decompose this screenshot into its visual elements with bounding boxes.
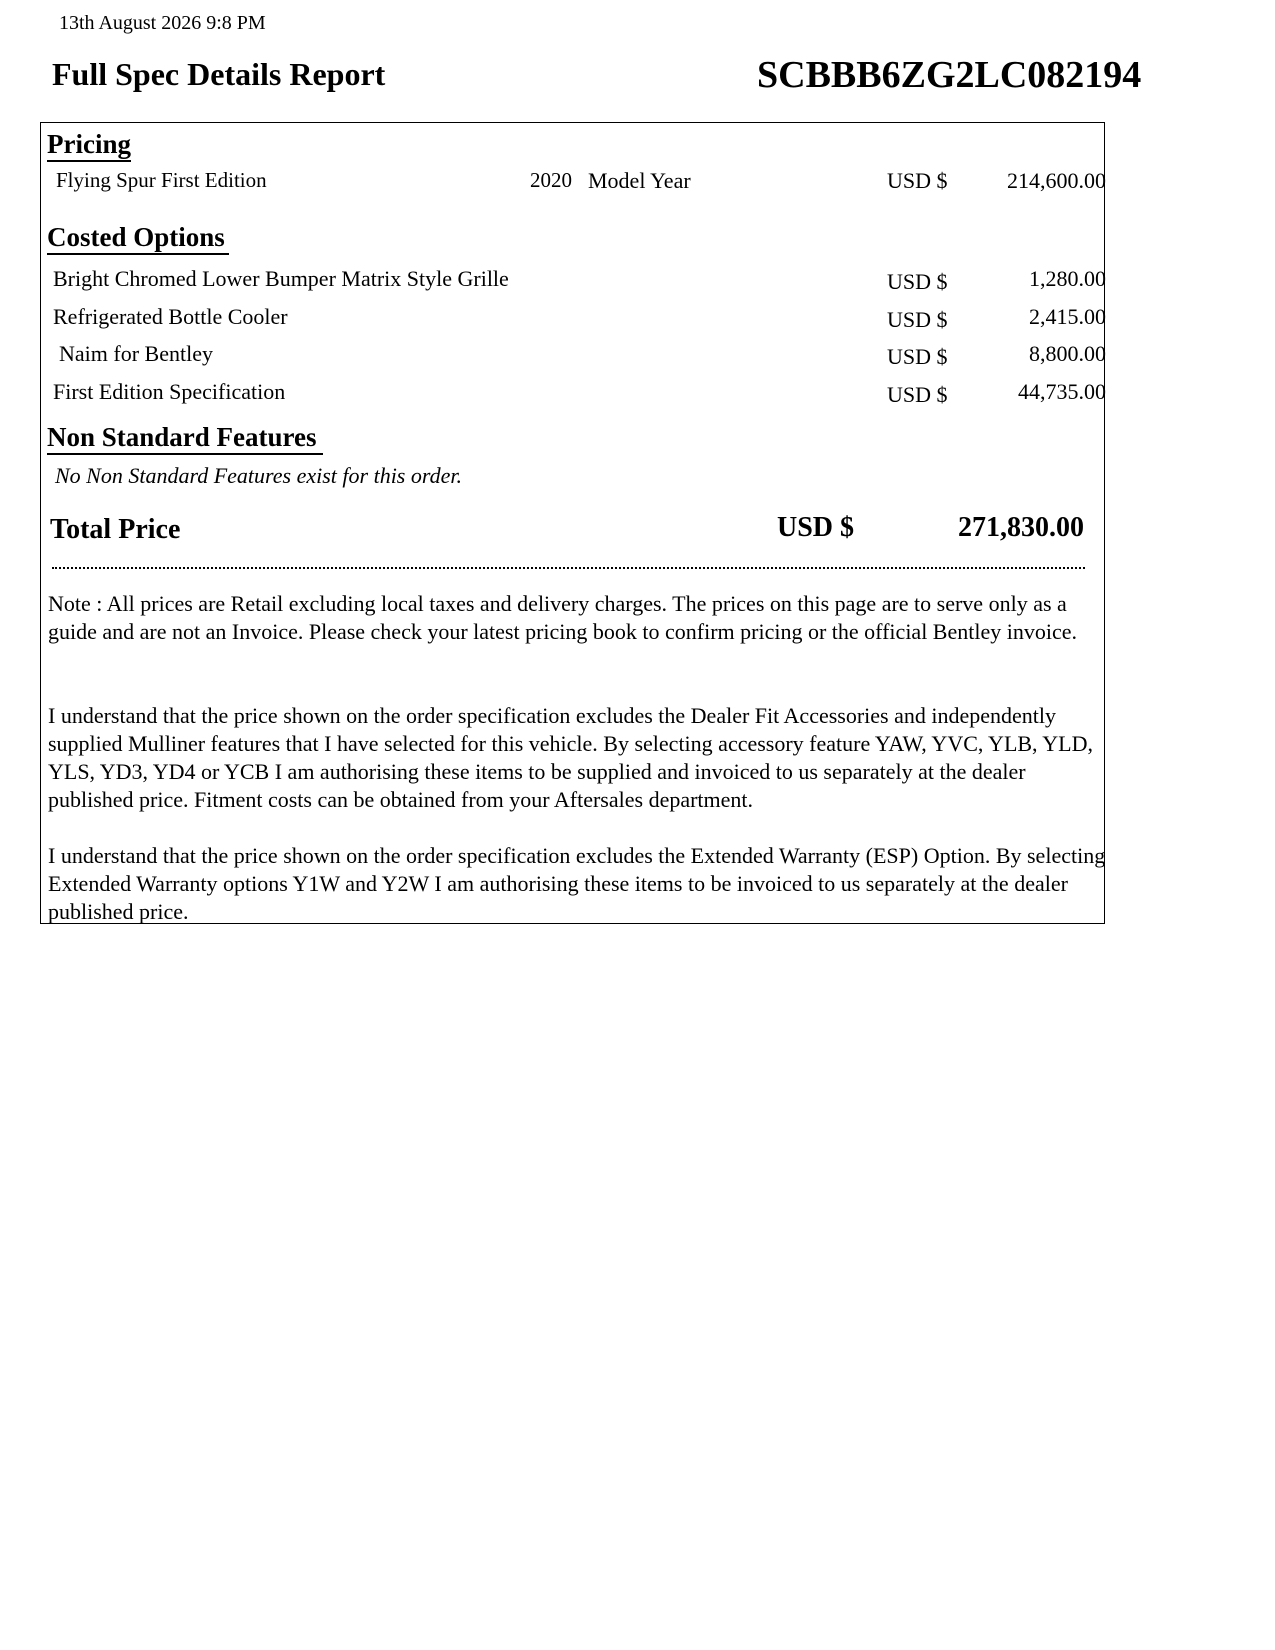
non-standard-heading: Non Standard Features	[47, 424, 323, 455]
option-price: 1,280.00	[1029, 266, 1106, 291]
vin-number: SCBBB6ZG2LC082194	[757, 54, 1142, 96]
report-datetime: 13th August 2026 9:8 PM	[59, 12, 266, 34]
model-year-label: Model Year	[588, 168, 691, 193]
total-value: 271,830.00	[958, 512, 1084, 543]
option-name: First Edition Specification	[53, 379, 286, 404]
model-year: 2020	[530, 168, 572, 192]
pricing-currency: USD $	[887, 168, 948, 193]
option-name: Refrigerated Bottle Cooler	[53, 304, 288, 329]
total-currency: USD $	[777, 512, 855, 543]
option-price: 2,415.00	[1029, 304, 1106, 329]
option-price: 44,735.00	[1018, 379, 1106, 404]
option-currency: USD $	[887, 382, 948, 407]
accessories-paragraph: I understand that the price shown on the order specification excludes the Dealer Fit Accessories and independently supplied Mulliner features that I have selected for this vehicle. By selecting accessory feature YAW, YVC, YLB, YLD, YLS, YD3, YD4 or YCB I am authorising these items to be supplied and invoiced to us separately at the dealer published price. Fitment costs can be obtained from your Aftersales department.	[48, 703, 1093, 812]
costed-options-heading: Costed Options	[47, 224, 229, 255]
option-currency: USD $	[887, 344, 948, 369]
option-currency: USD $	[887, 269, 948, 294]
option-name: Bright Chromed Lower Bumper Matrix Style Grille	[53, 266, 509, 291]
non-standard-message: No Non Standard Features exist for this order.	[55, 463, 462, 488]
pricing-heading: Pricing	[47, 131, 131, 162]
option-name: Naim for Bentley	[59, 341, 213, 366]
option-currency: USD $	[887, 307, 948, 332]
dotted-divider	[52, 567, 1085, 569]
model-name: Flying Spur First Edition	[56, 168, 267, 192]
pricing-price: 214,600.00	[1007, 168, 1106, 193]
warranty-paragraph: I understand that the price shown on the order specification excludes the Extended Warranty (ESP) Option. By selecting Extended Warranty options Y1W and Y2W I am authorising these items to be invoiced to us separately at the dealer published price.	[48, 843, 1106, 924]
option-price: 8,800.00	[1029, 341, 1106, 366]
report-title: Full Spec Details Report	[52, 56, 386, 92]
total-label: Total Price	[50, 514, 181, 545]
note-paragraph: Note : All prices are Retail excluding local taxes and delivery charges. The prices on this page are to serve only as a guide and are not an Invoice. Please check your latest pricing book to confirm pricing or the official Bentley invoice.	[48, 591, 1077, 644]
